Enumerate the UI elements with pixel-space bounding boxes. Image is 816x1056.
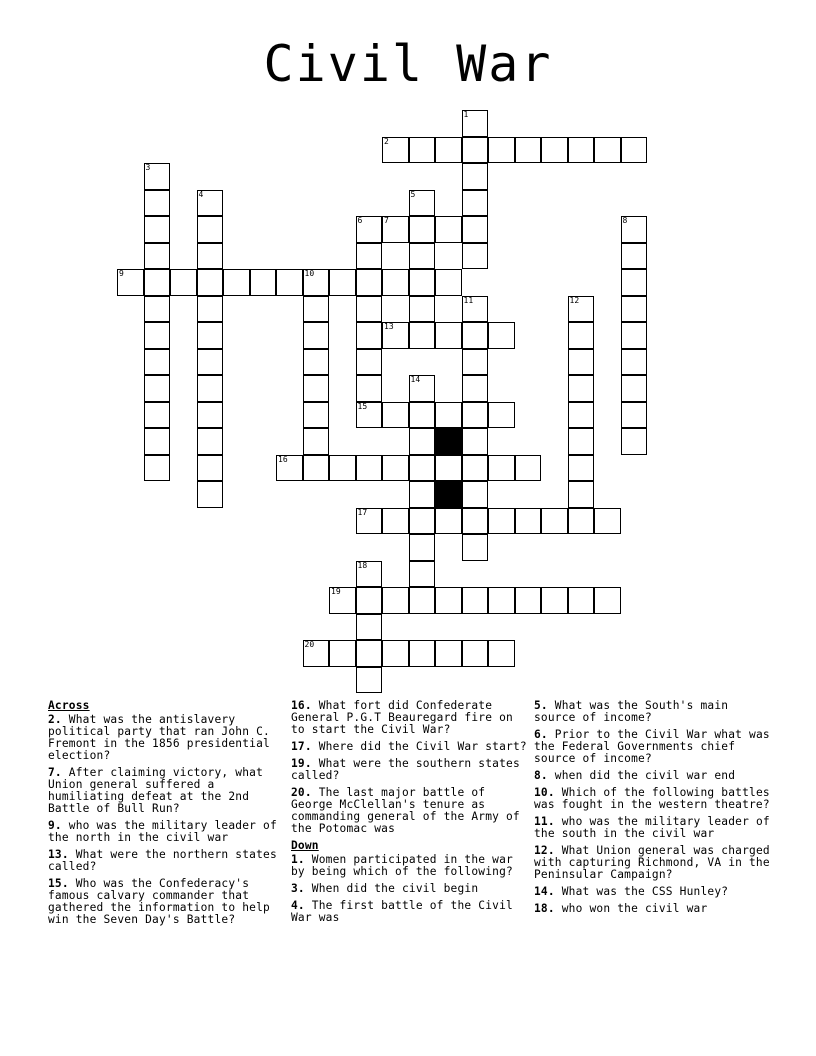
grid-cell[interactable]: [276, 269, 303, 296]
grid-cell[interactable]: [382, 216, 409, 243]
down-clue-list-continued: [534, 700, 772, 915]
grid-cell[interactable]: [435, 587, 462, 614]
page-title: Civil War: [263, 35, 553, 93]
grid-cell[interactable]: [462, 190, 489, 217]
grid-cell[interactable]: [409, 322, 436, 349]
grid-cell[interactable]: [515, 137, 542, 164]
grid-cell[interactable]: [568, 296, 595, 323]
grid-cell[interactable]: [568, 481, 595, 508]
grid-cell[interactable]: [144, 190, 171, 217]
grid-cell[interactable]: [621, 296, 648, 323]
clue-number: 4: [198, 189, 204, 199]
grid-cell[interactable]: [409, 534, 436, 561]
clue-item-text: What were the southern states called?: [291, 757, 520, 782]
grid-cell[interactable]: [197, 349, 224, 376]
clue-item: [291, 883, 529, 895]
grid-cell[interactable]: [462, 455, 489, 482]
down-heading: Down: [291, 839, 319, 852]
grid-cell[interactable]: [462, 110, 489, 137]
clue-item-text: Who was the Confederacy's famous calvary commander that gathered the information to help win the Seven Day's Battle?: [48, 877, 270, 926]
clue-item: [534, 770, 772, 782]
clue-item: [534, 700, 772, 724]
clue-item-text: Where did the Civil War start?: [311, 740, 527, 753]
down-clue-list: [291, 854, 529, 924]
grid-cell[interactable]: [462, 481, 489, 508]
grid-cell[interactable]: [488, 402, 515, 429]
grid-cell[interactable]: [144, 243, 171, 270]
grid-cell[interactable]: [197, 296, 224, 323]
clue-item-text: What was the antislavery political party that ran John C. Fremont in the 1856 presidential election?: [48, 713, 270, 762]
clue-item: [48, 767, 286, 815]
grid-cell[interactable]: [568, 508, 595, 535]
clue-item-number: 10.: [534, 786, 555, 799]
grid-cell[interactable]: [435, 322, 462, 349]
grid-cell[interactable]: [409, 587, 436, 614]
grid-cell[interactable]: [435, 640, 462, 667]
clue-item-number: 19.: [291, 757, 312, 770]
clue-item: [534, 816, 772, 840]
grid-cell[interactable]: [117, 269, 144, 296]
grid-cell[interactable]: [488, 640, 515, 667]
grid-cell[interactable]: [568, 349, 595, 376]
grid-cell[interactable]: [435, 216, 462, 243]
grid-cell[interactable]: [435, 269, 462, 296]
clue-number: 15: [357, 401, 368, 411]
grid-cell[interactable]: [356, 402, 383, 429]
grid-cell[interactable]: [435, 137, 462, 164]
grid-cell[interactable]: [356, 349, 383, 376]
grid-cell[interactable]: [462, 296, 489, 323]
grid-cell[interactable]: [594, 508, 621, 535]
clue-item: [48, 878, 286, 926]
grid-cell[interactable]: [276, 455, 303, 482]
grid-cell[interactable]: [568, 402, 595, 429]
clue-item: [534, 729, 772, 765]
clues-column-3: [534, 700, 772, 920]
grid-cell[interactable]: [356, 269, 383, 296]
grid-cell[interactable]: [488, 455, 515, 482]
grid-cell[interactable]: [409, 402, 436, 429]
grid-cell[interactable]: [197, 190, 224, 217]
clue-item: [291, 741, 529, 753]
grid-cell[interactable]: [568, 322, 595, 349]
grid-cell[interactable]: [250, 269, 277, 296]
clue-item-number: 8.: [534, 769, 548, 782]
grid-cell[interactable]: [435, 455, 462, 482]
clue-item-text: After claiming victory, what Union general suffered a humiliating defeat at the 2nd Battle of Bull Run?: [48, 766, 264, 815]
grid-cell[interactable]: [382, 455, 409, 482]
grid-cell[interactable]: [197, 269, 224, 296]
grid-cell[interactable]: [462, 534, 489, 561]
grid-cell[interactable]: [568, 375, 595, 402]
clue-number: 11: [463, 295, 474, 305]
grid-cell[interactable]: [144, 349, 171, 376]
grid-cell[interactable]: [382, 322, 409, 349]
grid-cell[interactable]: [197, 375, 224, 402]
grid-cell[interactable]: [197, 481, 224, 508]
clue-item-text: The last major battle of George McClellan's tenure as commanding general of the Army of the Potomac was: [291, 786, 520, 835]
grid-cell[interactable]: [409, 561, 436, 588]
grid-cell[interactable]: [462, 322, 489, 349]
grid-cell[interactable]: [462, 508, 489, 535]
grid-cell[interactable]: [303, 402, 330, 429]
clue-number: 7: [384, 216, 389, 225]
clue-item: [291, 758, 529, 782]
clue-item: [291, 900, 529, 924]
grid-cell[interactable]: [144, 455, 171, 482]
clue-item-number: 5.: [534, 699, 548, 712]
clue-item-number: 17.: [291, 740, 312, 753]
clue-item-text: Prior to the Civil War what was the Federal Governments chief source of income?: [534, 728, 770, 765]
grid-cell[interactable]: [409, 243, 436, 270]
clue-item-text: When did the civil begin: [304, 882, 479, 895]
grid-cell[interactable]: [356, 322, 383, 349]
grid-cell[interactable]: [356, 243, 383, 270]
clue-number: 10: [304, 269, 315, 278]
black-cell: [435, 428, 462, 455]
grid-cell[interactable]: [488, 322, 515, 349]
clue-item-number: 14.: [534, 885, 555, 898]
grid-cell[interactable]: [197, 402, 224, 429]
grid-cell[interactable]: [356, 561, 383, 588]
grid-cell[interactable]: [356, 296, 383, 323]
clue-item-number: 12.: [534, 844, 555, 857]
grid-cell[interactable]: [462, 137, 489, 164]
grid-cell[interactable]: [144, 296, 171, 323]
grid-cell[interactable]: [303, 296, 330, 323]
clue-number: 17: [357, 507, 368, 517]
grid-cell[interactable]: [356, 667, 383, 694]
grid-cell[interactable]: [197, 216, 224, 243]
grid-cell[interactable]: [144, 322, 171, 349]
grid-cell[interactable]: [462, 428, 489, 455]
clue-number: 5: [410, 189, 416, 199]
clue-number: 2: [384, 136, 389, 146]
across-clue-list: [48, 714, 286, 926]
clue-item-number: 9.: [48, 819, 62, 832]
clue-item-number: 11.: [534, 815, 555, 828]
grid-cell[interactable]: [488, 508, 515, 535]
grid-cell[interactable]: [409, 640, 436, 667]
grid-cell[interactable]: [197, 455, 224, 482]
clue-item: [48, 820, 286, 844]
grid-cell[interactable]: [303, 375, 330, 402]
clue-item-text: What was the South's main source of income?: [534, 699, 729, 724]
clue-item-number: 1.: [291, 853, 305, 866]
grid-cell[interactable]: [382, 137, 409, 164]
grid-cell[interactable]: [462, 375, 489, 402]
grid-cell[interactable]: [515, 455, 542, 482]
clue-item-text: who was the military leader of the south in the civil war: [534, 815, 770, 840]
clue-item-text: Women participated in the war by being which of the following?: [291, 853, 513, 878]
grid-cell[interactable]: [382, 587, 409, 614]
black-cell: [435, 481, 462, 508]
clues-column-2: [291, 700, 529, 929]
grid-cell[interactable]: [356, 587, 383, 614]
grid-cell[interactable]: [594, 587, 621, 614]
clue-item-number: 6.: [534, 728, 548, 741]
grid-cell[interactable]: [382, 269, 409, 296]
grid-cell[interactable]: [541, 508, 568, 535]
clue-item: [534, 903, 772, 915]
clue-number: 14: [410, 375, 421, 384]
clue-item: [48, 714, 286, 762]
grid-cell[interactable]: [197, 322, 224, 349]
grid-cell[interactable]: [329, 587, 356, 614]
grid-cell[interactable]: [409, 428, 436, 455]
clue-number: 20: [304, 640, 315, 649]
clue-number: 13: [384, 322, 394, 331]
grid-cell[interactable]: [303, 322, 330, 349]
clue-item: [534, 787, 772, 811]
grid-cell[interactable]: [356, 614, 383, 641]
grid-cell[interactable]: [356, 508, 383, 535]
clue-item-number: 4.: [291, 899, 305, 912]
grid-cell[interactable]: [462, 163, 489, 190]
clue-number: 8: [622, 216, 628, 225]
grid-cell[interactable]: [382, 402, 409, 429]
clue-item-number: 16.: [291, 699, 312, 712]
across-heading: Across: [48, 699, 90, 712]
grid-cell[interactable]: [462, 640, 489, 667]
grid-cell[interactable]: [356, 640, 383, 667]
grid-cell[interactable]: [144, 375, 171, 402]
grid-cell[interactable]: [144, 269, 171, 296]
clue-item: [291, 787, 529, 835]
grid-cell[interactable]: [568, 587, 595, 614]
grid-cell[interactable]: [303, 640, 330, 667]
grid-cell[interactable]: [621, 349, 648, 376]
grid-cell[interactable]: [462, 216, 489, 243]
across-clue-list-continued: [291, 700, 529, 835]
clue-item: [534, 886, 772, 898]
clue-item-text: The first battle of the Civil War was: [291, 899, 513, 924]
grid-cell[interactable]: [621, 243, 648, 270]
grid-cell[interactable]: [356, 216, 383, 243]
clue-item-number: 18.: [534, 902, 555, 915]
grid-cell[interactable]: [170, 269, 197, 296]
grid-cell[interactable]: [462, 243, 489, 270]
grid-cell[interactable]: [515, 587, 542, 614]
clue-item: [48, 849, 286, 873]
grid-cell[interactable]: [568, 428, 595, 455]
grid-cell[interactable]: [462, 349, 489, 376]
grid-cell[interactable]: [144, 428, 171, 455]
grid-cell[interactable]: [144, 216, 171, 243]
grid-cell[interactable]: [541, 137, 568, 164]
grid-cell[interactable]: [409, 296, 436, 323]
grid-cell[interactable]: [621, 137, 648, 164]
clue-number: 1: [463, 110, 469, 119]
clue-item-text: when did the civil war end: [547, 769, 736, 782]
clue-item-text: Which of the following battles was fought in the western theatre?: [534, 786, 770, 811]
grid-cell[interactable]: [303, 349, 330, 376]
clue-item: [291, 854, 529, 878]
clue-number: 16: [278, 454, 288, 464]
grid-cell[interactable]: [409, 481, 436, 508]
clue-item: [291, 700, 529, 736]
grid-cell[interactable]: [568, 455, 595, 482]
grid-cell[interactable]: [462, 587, 489, 614]
grid-cell[interactable]: [409, 455, 436, 482]
clue-item-number: 15.: [48, 877, 69, 890]
grid-cell[interactable]: [409, 190, 436, 217]
grid-cell[interactable]: [409, 375, 436, 402]
grid-cell[interactable]: [515, 508, 542, 535]
grid-cell[interactable]: [303, 269, 330, 296]
grid-cell[interactable]: [356, 455, 383, 482]
clue-item-text: What fort did Confederate General P.G.T Beauregard fire on to start the Civil War?: [291, 699, 513, 736]
clue-item-text: who was the military leader of the north in the civil war: [48, 819, 277, 844]
grid-cell[interactable]: [409, 269, 436, 296]
grid-cell[interactable]: [382, 508, 409, 535]
grid-cell[interactable]: [568, 137, 595, 164]
clue-item-number: 3.: [291, 882, 305, 895]
grid-cell[interactable]: [409, 216, 436, 243]
clue-item-text: What were the northern states called?: [48, 848, 277, 873]
grid-cell[interactable]: [144, 402, 171, 429]
grid-cell[interactable]: [356, 375, 383, 402]
grid-cell[interactable]: [409, 137, 436, 164]
grid-cell[interactable]: [329, 269, 356, 296]
grid-cell[interactable]: [541, 587, 568, 614]
grid-cell[interactable]: [329, 455, 356, 482]
clue-item-number: 20.: [291, 786, 312, 799]
grid-cell[interactable]: [621, 216, 648, 243]
grid-cell[interactable]: [621, 322, 648, 349]
grid-cell[interactable]: [621, 402, 648, 429]
grid-cell[interactable]: [435, 508, 462, 535]
grid-cell[interactable]: [382, 640, 409, 667]
clue-number: 12: [569, 295, 580, 305]
grid-cell[interactable]: [303, 455, 330, 482]
clue-item-number: 2.: [48, 713, 62, 726]
grid-cell[interactable]: [329, 640, 356, 667]
grid-cell[interactable]: [303, 428, 330, 455]
clue-number: 6: [357, 216, 363, 225]
clue-number: 3: [145, 163, 151, 172]
clue-number: 19: [331, 587, 341, 596]
clue-number: 9: [119, 269, 124, 278]
clue-number: 18: [357, 560, 368, 570]
grid-cell[interactable]: [223, 269, 250, 296]
clue-item-text: What Union general was charged with capturing Richmond, VA in the Peninsular Campaign?: [534, 844, 770, 881]
clues-column-1: [48, 700, 286, 931]
grid-cell[interactable]: [488, 587, 515, 614]
grid-cell[interactable]: [197, 428, 224, 455]
grid-cell[interactable]: [409, 508, 436, 535]
grid-cell[interactable]: [435, 402, 462, 429]
grid-cell[interactable]: [621, 269, 648, 296]
clue-item-number: 7.: [48, 766, 62, 779]
grid-cell[interactable]: [462, 402, 489, 429]
grid-cell[interactable]: [144, 163, 171, 190]
clue-item-text: What was the CSS Hunley?: [554, 885, 729, 898]
grid-cell[interactable]: [197, 243, 224, 270]
grid-cell[interactable]: [621, 428, 648, 455]
grid-cell[interactable]: [594, 137, 621, 164]
clue-item: [534, 845, 772, 881]
clue-item-number: 13.: [48, 848, 69, 861]
grid-cell[interactable]: [488, 137, 515, 164]
clue-item-text: who won the civil war: [554, 902, 708, 915]
grid-cell[interactable]: [621, 375, 648, 402]
